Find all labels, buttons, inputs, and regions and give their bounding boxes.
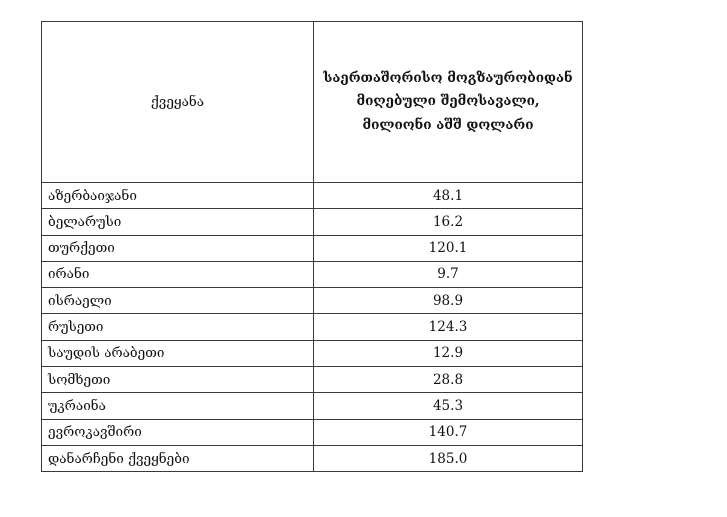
country-cell: ბელარუსი <box>42 209 314 235</box>
table-row <box>42 340 583 366</box>
country-cell: საუდის არაბეთი <box>42 340 314 366</box>
value-cell: 45.3 <box>314 393 583 419</box>
country-cell: ისრაელი <box>42 288 314 314</box>
value-cell: 12.9 <box>314 340 583 366</box>
table-row <box>42 183 583 209</box>
table-row <box>42 261 583 287</box>
country-cell: რუსეთი <box>42 314 314 340</box>
header-value-line: მილიონი აშშ დოლარი <box>362 116 534 133</box>
value-cell: 185.0 <box>314 445 583 471</box>
country-cell: აზერბაიჯანი <box>42 183 314 209</box>
country-cell: ირანი <box>42 261 314 287</box>
table-row <box>42 445 583 471</box>
country-cell: უკრაინა <box>42 393 314 419</box>
value-cell: 124.3 <box>314 314 583 340</box>
table-row <box>42 314 583 340</box>
value-cell: 9.7 <box>314 261 583 287</box>
table-header-row <box>42 22 583 183</box>
table-row <box>42 288 583 314</box>
value-cell: 120.1 <box>314 235 583 261</box>
table-row <box>42 367 583 393</box>
table-row <box>42 209 583 235</box>
income-table <box>41 21 583 472</box>
value-cell: 28.8 <box>314 367 583 393</box>
country-cell: დანარჩენი ქვეყნები <box>42 445 314 471</box>
value-cell: 98.9 <box>314 288 583 314</box>
header-value <box>314 22 583 183</box>
value-cell: 140.7 <box>314 419 583 445</box>
header-value-line: საერთაშორისო მოგზაურობიდან <box>323 69 573 86</box>
table-row <box>42 235 583 261</box>
country-cell: ევროკავშირი <box>42 419 314 445</box>
header-value-line: მიღებული შემოსავალი, <box>356 93 540 110</box>
value-cell: 48.1 <box>314 183 583 209</box>
value-cell: 16.2 <box>314 209 583 235</box>
country-cell: სომხეთი <box>42 367 314 393</box>
header-country: ქვეყანა <box>42 22 314 183</box>
table-row <box>42 393 583 419</box>
country-cell: თურქეთი <box>42 235 314 261</box>
table-row <box>42 419 583 445</box>
